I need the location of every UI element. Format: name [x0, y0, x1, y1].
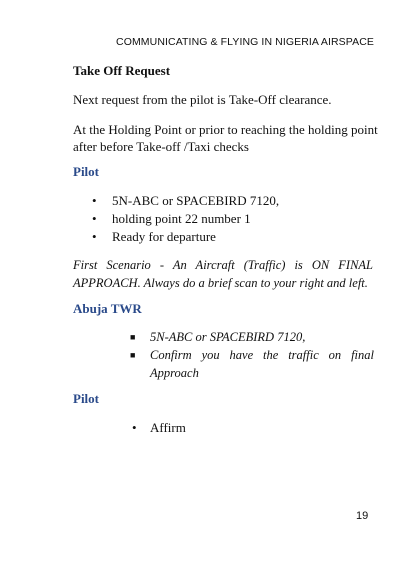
heading-pilot-2: Pilot	[73, 391, 99, 406]
bullet-icon: •	[92, 229, 97, 244]
square-bullet-icon: ■	[130, 350, 136, 360]
section-title: Take Off Request	[73, 63, 171, 78]
list-item: ■ Confirm you have the traffic on final Approach	[130, 348, 374, 380]
bullet-icon: •	[92, 211, 97, 226]
running-header: COMMUNICATING & FLYING IN NIGERIA AIRSPACE	[116, 36, 374, 48]
page-number: 19	[356, 510, 369, 522]
paragraph-2: At the Holding Point or prior to reaching the holding point after before Take-off /Taxi checks	[73, 122, 378, 154]
paragraph-1: Next request from the pilot is Take-Off clearance.	[73, 92, 332, 107]
heading-pilot: Pilot	[73, 164, 99, 179]
list-item: • Affirm	[132, 420, 186, 435]
heading-abuja-twr: Abuja TWR	[73, 301, 142, 316]
square-bullet-icon: ■	[130, 332, 136, 342]
bullet-icon: •	[132, 420, 137, 435]
scenario-text: First Scenario - An Aircraft (Traffic) is ON FINAL APPROACH. Always do a brief scan to your right and left.	[73, 258, 373, 290]
bullet-icon: •	[92, 193, 97, 208]
list-item: • holding point 22 number 1	[92, 211, 251, 226]
list-item: • Ready for departure	[92, 229, 216, 244]
list-item: ■ 5N-ABC or SPACEBIRD 7120,	[130, 330, 306, 344]
list-item: • 5N-ABC or SPACEBIRD 7120,	[92, 193, 280, 208]
